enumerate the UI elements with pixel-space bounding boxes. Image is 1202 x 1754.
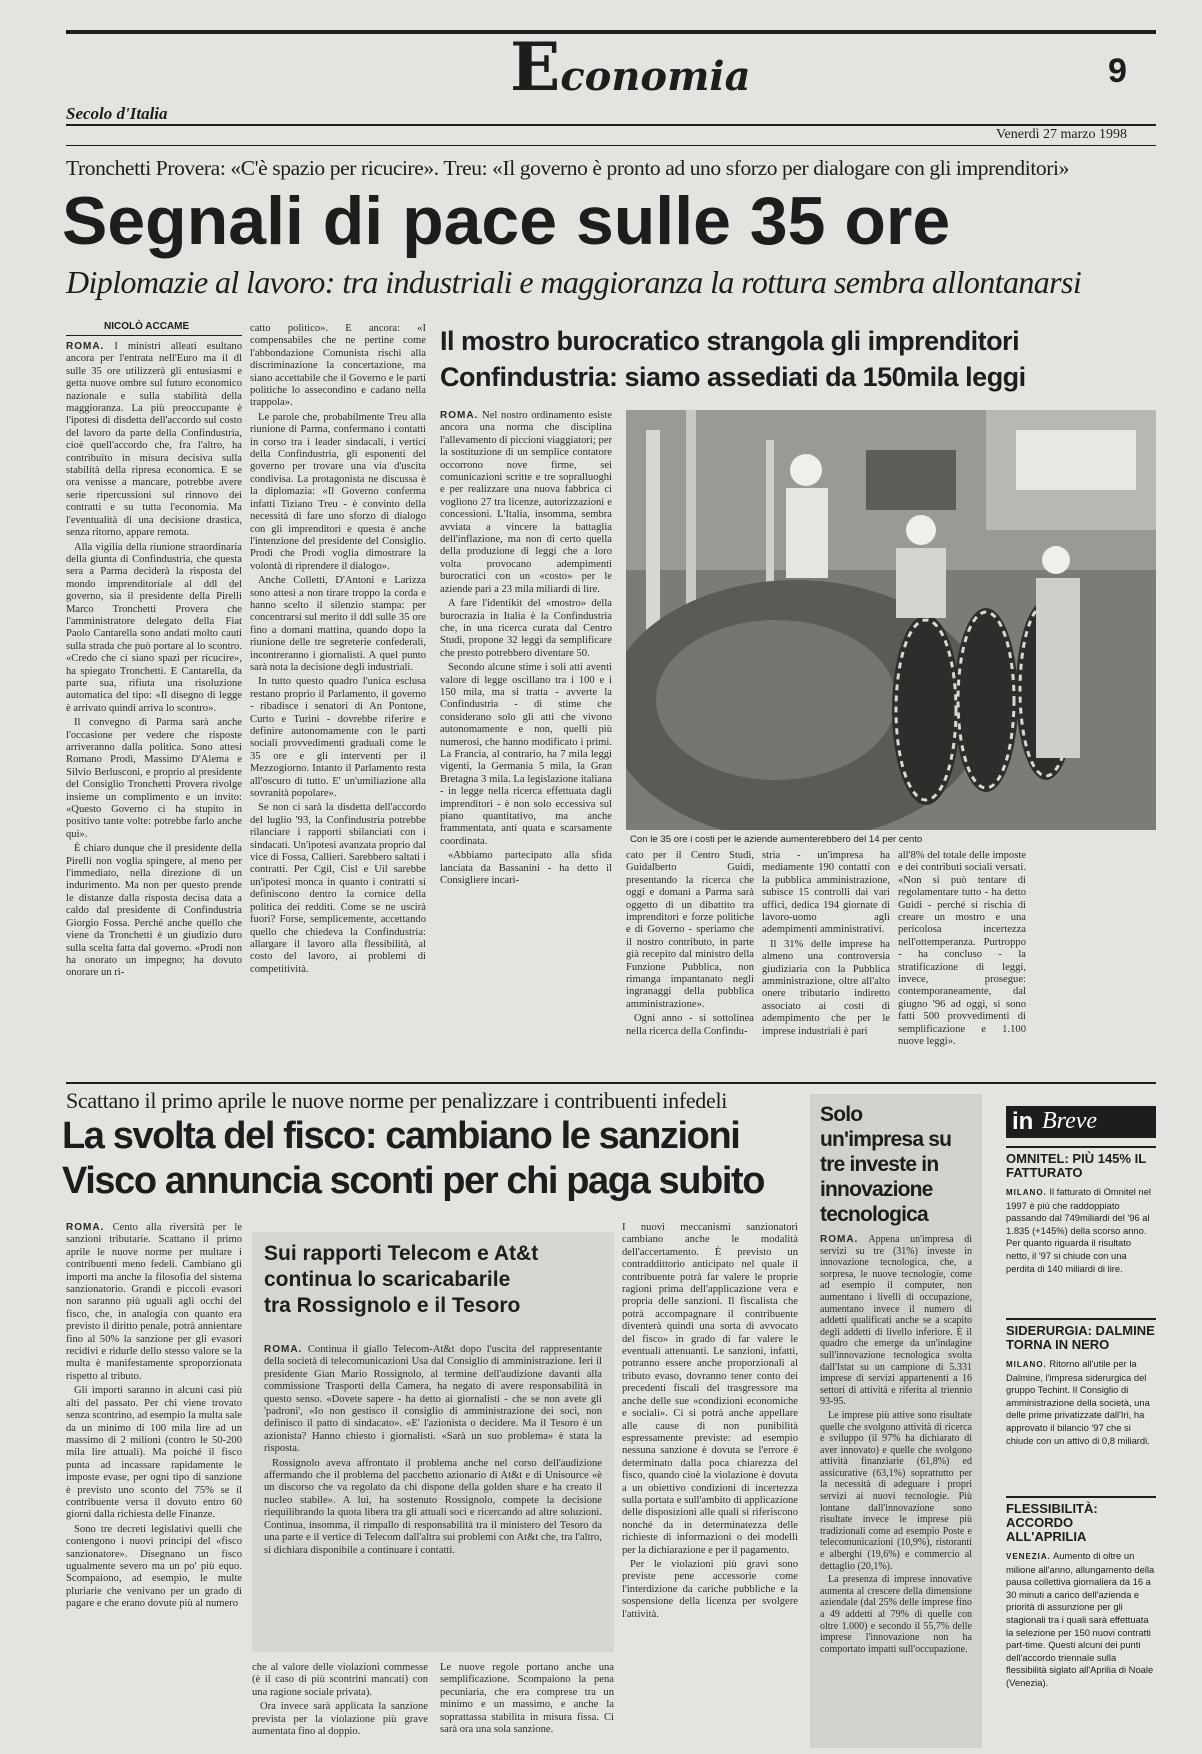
telecom-headline-3: tra Rossignolo e il Tesoro <box>264 1294 521 1317</box>
mostro-column-c <box>762 850 890 1076</box>
pipeline-workers-illustration <box>626 410 1156 830</box>
fisco-paragraph: che al valore delle violazioni commesse (è il caso di più scontrini mancati) con una ragione sociale privata). <box>252 1662 428 1698</box>
dateline: ROMA. <box>264 1344 303 1355</box>
mostro-paragraph: «Abbiamo partecipato alla sfida lanciata da Bassanini - ha detto il Consigliere incari- <box>440 850 612 887</box>
breve-title: OMNITEL: PIÙ 145% IL FATTURATO <box>1006 1151 1146 1180</box>
photo-caption: Con le 35 ore i costi per le aziende aumenterebbero del 14 per cento <box>630 834 923 845</box>
fisco-headline-1: La svolta del fisco: cambiano le sanzioni <box>62 1115 740 1157</box>
in-breve-logo-in: in <box>1012 1108 1034 1135</box>
breve-body: Ritorno all'utile per la Dalmine, l'impresa siderurgica del gruppo Techint. Il Consiglio di amministrazione della società, una delle prime privatizzate dall'Iri, ha approvato il bilancio '97 che si chiude con un attivo di 0,8 miliardi. <box>1006 1358 1150 1446</box>
innovazione-paragraph: Le imprese più attive sono risultate quelle che svolgono attività di ricerca e sviluppo (il 97% ha dichiarato di aver innovato) e quelle che svolgono attività finanziarie (61,8%) ed assicurative (63,1%) soprattutto per la necessità di adeguare i propri servizi ai nuovi tecnologie. Più lontane dall'innovazione sono risultate invece le imprese più tradizionali come ad esempio Poste e telecomunicazioni (10,9%), ristoranti e alberghi (19,6%) e commercio al dettaglio (20,1%). <box>820 1409 972 1572</box>
mostro-paragraph: Ogni anno - si sottolinea nella ricerca della Confindu- <box>626 1013 754 1037</box>
fisco-column-1 <box>66 1222 242 1748</box>
breve-rule <box>1006 1146 1156 1148</box>
paper-name: Secolo d'Italia <box>66 104 168 123</box>
fisco-headline-2: Visco annuncia sconti per chi paga subito <box>62 1160 765 1202</box>
byline: NICOLÒ ACCAME <box>104 321 190 332</box>
mostro-column-d <box>898 850 1026 1076</box>
innovazione-paragraph: La presenza di imprese innovative aumenta al crescere della dimensione aziendale (dal 25% delle imprese fino a 49 addetti al 79% di quelle con oltre 1.000) e secondo il 55,7% delle imprese l'innovazione non ha comportato impatti sull'occupazione. <box>820 1574 972 1655</box>
fisco-paragraph: Ora invece sarà applicata la sanzione prevista per la violazione più grave aumentata fino al doppio. <box>252 1701 428 1738</box>
breve-item <box>1006 1496 1156 1690</box>
fisco-column-3 <box>622 1222 798 1748</box>
dateline: VENEZIA. <box>1006 1552 1051 1561</box>
byline-rule <box>66 335 242 336</box>
breve-rule <box>1006 1318 1156 1320</box>
mostro-paragraph: all'8% del totale delle imposte e dei contributi sociali versati. «Non si può tentare di regolamentare tutto - ha detto Guidi - perché si rischia di creare un mostro e una pericolosa incertezza nell'ottemperanza. Purtroppo - ha concluso - la stratificazione di leggi, invece, prosegue: contemporaneamente, dal giugno '96 ad oggi, si sono fatti 500 provvedimenti di semplificazione e 1.100 nuove leggi». <box>898 850 1026 1048</box>
telecom-box <box>252 1232 614 1652</box>
mostro-paragraph: A fare l'identikit del «mostro» della burocrazia in Italia è la Confindustria che, in una ricerca curata dal Centro Studi, propone 32 leggi da semplificare che presto potrebbero diventare 50. <box>440 598 612 659</box>
masthead-rule <box>66 124 1156 126</box>
dateline: ROMA. <box>820 1234 859 1245</box>
dateline: ROMA. <box>66 1222 105 1233</box>
breve-text <box>1006 1186 1156 1275</box>
mostro-headline-1: Il mostro burocratico strangola gli imprenditori <box>440 326 1020 356</box>
telecom-paragraph: Rossignolo aveva affrontato il problema anche nel corso dell'audizione affermando che il problema del pacchetto azionario di At&t e di Unisource «è un discorso che va regolato da chi dispone della golden share e ha creato il nucleo stabile». A lui, ha sostenuto Rossignolo, compete la decisione riequilibrando la quota libera tra gli attuali soci e ricercando ad altre soluzioni. Continua, insomma, il rimpallo di responsabilità tra il ministero del Tesoro da una parte e il vertice di Telecom dall'altra sui problemi con At&t che, tra l'altro, si dichiara disponibile a continuare i contatti. <box>264 1457 602 1556</box>
industrial-photo <box>626 410 1156 830</box>
telecom-text <box>264 1344 602 1644</box>
section-divider <box>66 1082 1156 1084</box>
fisco-paragraph: Gli importi saranno in alcuni casi più alti del passato. Per chi viene trovato senza scontrino, ad esempio la multa sale da un minimo di 100 mila lire ad un massimo di 2 milioni (contro le 50-200 mila lire attuali). Ma poiché il fisco punta ad incassare rapidamente le imposte evase, per ogni tipo di sanzione è previsto uno sconto del 75% se il contribuente versa il dovuto entro 60 giorni dalla richiesta delle Finanze. <box>66 1385 242 1521</box>
telecom-headline-1: Sui rapporti Telecom e At&t <box>264 1242 539 1265</box>
mostro-column-b <box>626 850 754 1076</box>
dateline: ROMA. <box>66 341 105 352</box>
lead-column-2 <box>250 323 426 1076</box>
mostro-paragraph: Il 31% delle imprese ha almeno una controversia giudiziaria con la Pubblica amministrazione, oltre all'alto onere tributario indiretto associato ai costi di adempimento che per le imprese industriali è pari <box>762 938 890 1037</box>
lead-paragraph: catto politico». E ancora: «I compensabiles che ne pertine come l'abbondazione Comunista rischi alla discriminazione la concertazione, ma siano accettabile che il Governo e le parti politiche lo assecondino e cadano nella trappola». <box>250 323 426 409</box>
innovazione-headline: Solo un'impresa su tre investe in innovazione tecnologica <box>820 1103 952 1226</box>
dateline: MILANO. <box>1006 1188 1047 1197</box>
breve-body: Aumento di oltre un milione all'anno, allungamento della pausa collettiva giornaliera da 16 a 30 minuti a carico dell'azienda e priorità di assunzione per gli stagionali tra i quali sarà effettuata la selezione per 150 nuovi contratti part-time. Questi alcuni dei punti dell'accordo triennale sulla flessibilità siglato all'Aprilia di Noale (Venezia). <box>1006 1550 1155 1688</box>
lead-paragraph: I ministri alleati esultano ancora per l'entrata nell'Euro ma il dl sulle 35 ore utilizzerà gli entusiasmi e getta nuove ombre sul futuro economico nazionale e sulla stabilità della maggioranza. La più preoccupante è l'ipotesi di disdetta dell'accordo sul costo del lavoro da parte della Confindustria, cioè quell'accordo che, fra l'altro, ha contribuito in misura decisiva sulla stabilità della ripresa economica. E se ora venisse a mancare, potrebbe avere serie ripercussioni sul rinnovo dei contratti e su tutta l'economia. Ma l'eventualità di una decisione drastica, senza ritorno, appare remota. <box>66 341 242 539</box>
fisco-paragraph: Sono tre decreti legislativi quelli che contengono i nuovi principi del «fisco sanzionatore». Disegnano un fisco ugualmente severo ma un po' più equo. Scompaiono, ad esempio, le multe pluriarie che venivano per un grado di pagare e che erano dovute più al numero <box>66 1523 242 1610</box>
lead-paragraph: Le parole che, probabilmente Treu alla riunione di Parma, confermano i contatti in corso tra i leader sindacali, i vertici della Confindustria, gli esponenti del governo per trovare una via d'uscita condivisa. La protagonista ne discussa è la diplomazia: «Il Governo conferma infatti Tiziano Treu - è convinto della necessità di fare uno sforzo di dialogo con gli imprenditori e questa è anche l'intenzione del presidente del Consiglio. Prodi che Prodi voglia dimostrare la volontà di riprendere il dialogo». <box>250 411 426 572</box>
innovazione-paragraph: Appena un'impresa di servizi su tre (31%) investe in innovazione tecnologica, che, a sorpresa, le nuove tecnologie, come ad esempio il computer, non aumentano i livelli di occupazione, aumentano invece il numero di addetti qualificati anche se a scapito degli addetti di livello inferiore. È il quadro che emerge da un'indagine sull'innovazione tecnologica svolta dall'Istat su un campione di 5.331 imprese di servizi appartenenti a 16 settori di attività e riferita al triennio 93-95. <box>820 1234 972 1408</box>
lead-paragraph: Anche Colletti, D'Antoni e Larizza sono attesi a non tirare troppo la corda e hanno scelto il silenzio stampa: per concentrarsi sul merito il ddl sulle 35 ore fino a domani mattina, quando dopo la riunione delle tre segreterie confederali, incontreranno i giornalisti. A quel punto sarà nota la decisione degli industriali. <box>250 575 426 673</box>
lead-headline: Segnali di pace sulle 35 ore <box>62 183 951 259</box>
innovazione-box <box>810 1094 982 1748</box>
dateline: ROMA. <box>440 410 479 421</box>
telecom-paragraph: Continua il giallo Telecom-At&t dopo l'uscita del rappresentante della società di telecomunicazioni Usa dal Consiglio di amministrazione. Ieri il presidente Gian Mario Rossignolo, al termine dell'audizione davanti alla commissione Trasporti della Camera, ha negato di avere responsabilità in questo senso. «Dovete sapere - ha detto ai giornalisti - che se non avete gli 'padroni', «Io non gestisco il consiglio di amministrazione dei soci, non definisco il patto di sindacato». «E' l'azionista o decidere. Ma il Tesoro è un azionista? Hanno chiesto i giornalisti. «Sarà un suo problema» è stata la risposta. <box>264 1344 602 1455</box>
mostro-side-column <box>440 410 612 1074</box>
lead-column-1 <box>66 341 242 1076</box>
fisco-column-2b <box>252 1662 428 1748</box>
lead-paragraph: Alla vigilia della riunione straordinaria della giunta di Confindustria, che questa sera a Parma deciderà la risposta del mondo imprenditoriale al ddl del governo, sia il presidente della Pirelli Marco Tronchetti Provera che l'amministratore delegato della Fiat Paolo Cantarella sono andati molto cauti sulla strada che può portare al lo scontro. «Credo che ci siano spazi per ricucire», ha spiegato Tronchetti. E Cantarella, da parte sua, rifiuta una risoluzione automatica del tipo: «Il disegno di legge è arrivato quindi arriva lo scontro». <box>66 541 242 714</box>
section-rest: conomia <box>560 53 751 100</box>
mostro-paragraph: Nel nostro ordinamento esiste ancora una norma che disciplina l'allevamento di piccioni viaggiatori; per la sostituzione di un semplice contatore occorrono nove firme, sei comunicazioni scritte e tre sopralluoghi e per realizzare una nuova fabbrica ci vogliono 27 tra licenze, autorizzazioni e concessioni. L'Italia, insomma, sembra avviata a vincere la battaglia dell'inflazione, ma non di certo quella della produzione di leggi che a loro volta provocano adempimenti burocratici con un «costo» per le aziende pari a 23 mila miliardi di lire. <box>440 410 612 595</box>
masthead-rule-thin <box>66 145 1156 146</box>
breve-list <box>1006 1146 1156 1748</box>
telecom-headline-2: continua lo scaricabarile <box>264 1268 511 1291</box>
section-initial: E <box>510 28 561 106</box>
fisco-kicker: Scattano il primo aprile le nuove norme per penalizzare i contribuenti infedeli <box>66 1088 728 1113</box>
lead-paragraph: Se non ci sarà la disdetta dell'accordo del luglio '93, la Confindustria potrebbe rilanciare i rapporti sbilanciati con i sindacati. Un'ipotesi avanzata proprio dal vice di Fossa, Callieri. Sarebbero saltati i contratti. Per Cgil, Cisl e Uil sarebbe un'ipotesi monca in quanto i contratti si definiscono dentro la cornice della politica dei redditi. Come se ne uscirà fuori? Forse, semplicemente, accettando quello che chiedeva la Confindustria: allargare il lavoro alla flessibilità, al costo del lavoro, ai problemi di competitività. <box>250 802 426 975</box>
dateline: MILANO. <box>1006 1360 1047 1369</box>
breve-body: Il fatturato di Omnitel nel 1997 è più che raddoppiato passando dal 749miliardi del '96 al 1.835 (+145%) della scorso anno. Per quanto riguarda il risultato netto, il '97 si chiude con una perdita di 140 miliardi di lire. <box>1006 1186 1152 1274</box>
breve-title: FLESSIBILITÀ: ACCORDO ALL'APRILIA <box>1006 1501 1098 1544</box>
breve-text <box>1006 1550 1156 1690</box>
in-breve-logo <box>1006 1106 1156 1138</box>
section-title <box>510 28 751 106</box>
breve-title: SIDERURGIA: DALMINE TORNA IN NERO <box>1006 1323 1155 1352</box>
lead-paragraph: È chiaro dunque che il presidente della Pirelli non voglia spingere, al meno per l'immediato, nella direzione di un indurimento. Ma non per questo prende le distanze dalla risposta decisa data a caldo dal presidente di Confindustria Giorgio Fossa. Perché anche quello che viene da Tronchetti è un giudizio duro sulla scelta fatta dal governo. «Prodi non ha onorato un impegno; ha dovuto onorare un ri- <box>66 843 242 979</box>
mostro-paragraph: stria - un'impresa ha mediamente 190 contatti con la pubblica amministrazione, subisce 15 controlli dai vari uffici, dedica 194 giornate di lavoro-uomo agli adempimenti amministrativi. <box>762 850 890 936</box>
mostro-headline-2: Confindustria: siamo assediati da 150mila leggi <box>440 362 1026 392</box>
lead-subhead: Diplomazie al lavoro: tra industriali e maggioranza la rottura sembra allontanarsi <box>66 264 1082 300</box>
innovazione-text <box>820 1234 972 1742</box>
mostro-paragraph: Secondo alcune stime i soli atti aventi valore di legge oscillano tra i 100 e i 150 mila, ma si tratta - avverte la Confindustria - di stime che considerano solo gli atti che vivono autonomamente e non, quelli più numerosi, che hanno modificato i primi. La Francia, al contrario, ha 7 mila leggi vigenti, la Germania 5 mila, la Gran Bretagna 3 mila. La legislazione italiana - in legge nella ricerca effettuata dagli imprenditori - è non solo eccessiva sul piano quantitativo, ma anche frammentata, anti quata e scarsamente coordinata. <box>440 662 612 847</box>
mostro-paragraph: cato per il Centro Studi, Guidalberto Guidi, presentando la ricerca che oggi e domani a Parma sarà oggetto di un dibattito tra imprenditori e forze politiche e di Governo - speriamo che il nostro contributo, in parte già recepito dal ministro della Funzione Pubblica, non rimanga impantanato negli ingranaggi della pubblica amministrazione». <box>626 850 754 1010</box>
breve-rule <box>1006 1496 1156 1498</box>
breve-item <box>1006 1146 1156 1275</box>
fisco-paragraph: I nuovi meccanismi sanzionatori cambiano anche le modalità dell'accertamento. È previsto un contraddittorio anticipato nel quale il contribuente potrà far valere le proprie ragioni prima dell'applicazione vera e propria delle sanzioni. Il fiscalista che potrà accompagnare il contribuente diventerà quindi una sorta di avvocato del fisco» in grado di far valere le eventuali attenuanti. Le sanzioni, infatti, potranno essere anche proporzionali al tributo evaso, dovranno tener conto dei precedenti fiscali del trasgressore ma anche delle sue «condizioni economiche e sociali». Ci si potrà anche appellare alle cause di non punibilità espressamente previste: ad esempio nessuna sanzione è dovuta se l'errore è determinato dalla poca chiarezza del fisco, quando cioè la violazione è dovuta a un obiettivo condizioni di incertezza sulla portata e sull'ambito di applicazione delle disposizioni alle quali si riferiscono nonché da in determinatezza delle richieste di informazioni o dei modelli per la dichiarazione e per il pagamento. <box>622 1222 798 1556</box>
breve-text <box>1006 1358 1156 1447</box>
fisco-paragraph: Cento alla riversità per le sanzioni tributarie. Scattano il primo aprile le nuove norme per multare i contribuenti meno fedeli. Cambiano gli importi ma anche la filosofia del sistema sanzionatorio. Grandi e piccoli evasori non saranno più uguali agli occhi del fisco, che, in analogia con quanto era previsto il diritto penale, potrà annientare fino al 50% la sanzione per gli evasori recidivi e ridurle dello stesso valore se la multa è manifestamente sproporzionata rispetto al tributo. <box>66 1222 242 1382</box>
fisco-paragraph: Per le violazioni più gravi sono previste pene accessorie come l'interdizione da cariche pubbliche e la sospensione della licenza per svolgere l'attività. <box>622 1558 798 1620</box>
issue-date: Venerdì 27 marzo 1998 <box>996 127 1128 142</box>
breve-item <box>1006 1318 1156 1447</box>
lead-paragraph: In tutto questo quadro l'unica esclusa restano proprio il Parlamento, il governo - ribadisce i senatori di An Pontone, Curto e Turini - dovrebbe riferire e definire autonomamente con le parti sociali provvedimenti graduali come le 35 ore e gli interventi per il Mezzogiorno. Intanto il Parlamento resta all'oscuro di tutto. E' un'umiliazione alla sovranità popolare». <box>250 676 426 800</box>
in-breve-logo-breve: Breve <box>1042 1108 1098 1134</box>
lead-paragraph: Il convegno di Parma sarà anche l'occasione per vedere che risposte arriveranno dalla politica. Sono attesi Romano Prodi, Massimo D'Alema e Silvio Berlusconi, e proprio al presidente del Consiglio Tronchetti Provera rivolge insieme un complimento e un invito: «Questo Governo ci ha stupito in positivo tante volte: potrebbe farlo anche qui». <box>66 717 242 840</box>
fisco-column-3b <box>440 1662 614 1748</box>
page-number: 9 <box>1108 52 1127 90</box>
lead-kicker: Tronchetti Provera: «C'è spazio per ricucire». Treu: «Il governo è pronto ad uno sforzo per dialogare con gli imprenditori» <box>66 156 1069 180</box>
fisco-paragraph: Le nuove regole portano anche una semplificazione. Scompaiono la pena pecuniaria, che era comprese tra un minimo e un massimo, e anche la soprattassa stabilita in misura fissa. Ci sarà ora una sola sanzione. <box>440 1662 614 1736</box>
